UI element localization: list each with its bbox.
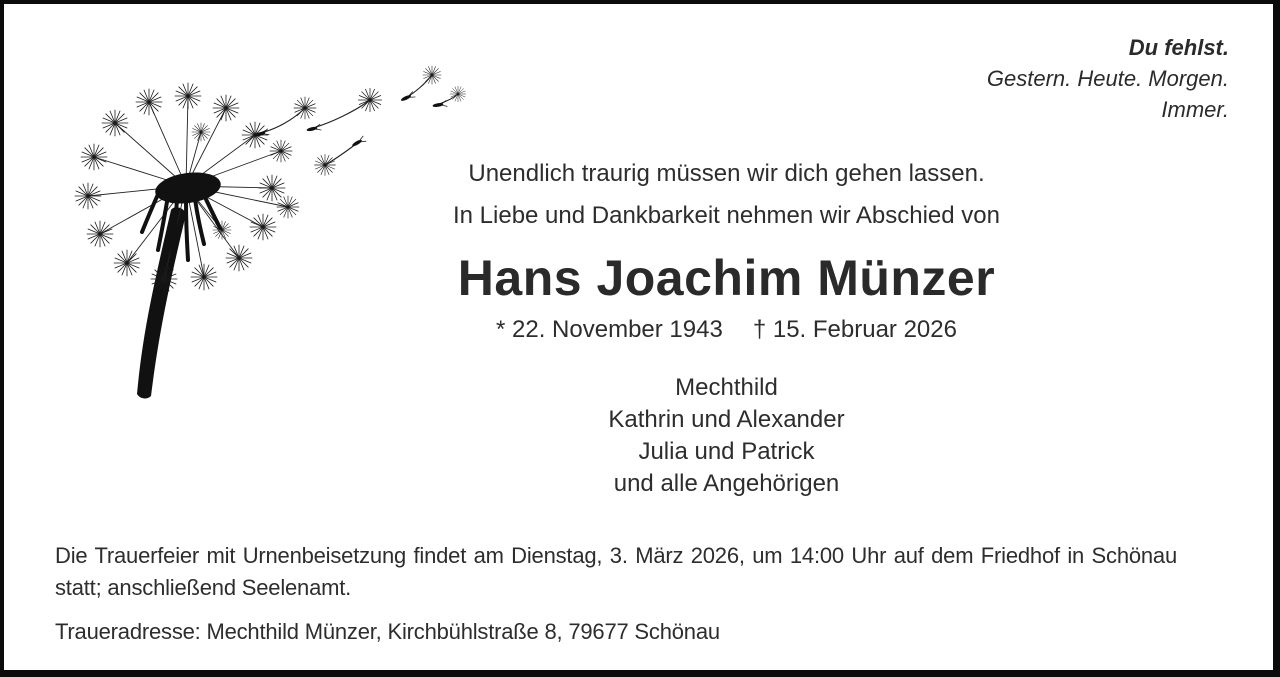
intro-line-1: Unendlich traurig müssen wir dich gehen lassen. <box>468 160 985 187</box>
mourner-line: Mechthild <box>675 374 778 401</box>
intro-line-2: In Liebe und Dankbarkeit nehmen wir Abschied von <box>452 202 1000 229</box>
funeral-info <box>55 540 1177 645</box>
mourner-line: Kathrin und Alexander <box>608 406 845 433</box>
flying-seeds <box>254 66 466 176</box>
death-date: † 15. Februar 2026 <box>752 316 957 343</box>
deceased-name: Hans Joachim Münzer <box>457 250 996 306</box>
mourners-list <box>180 372 1273 500</box>
mourner-line: Julia und Patrick <box>638 438 815 465</box>
motto-line-3: Immer. <box>1161 97 1229 122</box>
motto-line-1: Du fehlst. <box>1128 35 1229 60</box>
motto-line-2: Gestern. Heute. Morgen. <box>986 66 1229 91</box>
life-dates <box>180 316 1273 344</box>
funeral-announcement: Die Trauerfeier mit Urnenbeisetzung findet am Dienstag, 3. März 2026, um 14:00 Uhr auf dem Friedhof in Schönau statt; anschließend Seelenamt. <box>55 543 1177 600</box>
funeral-address: Traueradresse: Mechthild Münzer, Kirchbühlstraße 8, 79677 Schönau <box>55 619 720 644</box>
mourner-line: und alle Angehörigen <box>613 470 840 497</box>
main-content <box>180 160 1273 500</box>
motto-block <box>987 32 1229 125</box>
birth-date: * 22. November 1943 <box>496 316 723 343</box>
